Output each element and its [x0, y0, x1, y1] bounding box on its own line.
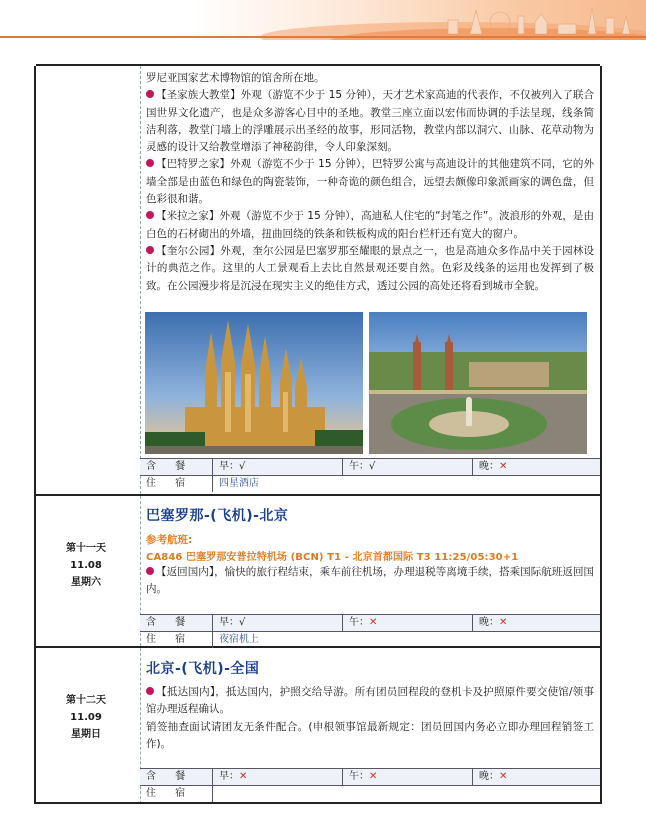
day12-content: [146, 684, 594, 753]
day12-title: 北京-(飞机)-全国: [146, 661, 260, 677]
day-number: 第十一天: [66, 543, 106, 554]
sagrada-familia-photo: [145, 312, 363, 454]
day-weekday: 星期六: [71, 577, 101, 588]
paragraph-text: 【米拉之家】外观（游览不少于 15 分钟），高迪私人住宅的“封笔之作”。波浪形的外观，是由白色的石材砌出的外墙，扭曲回绕的铁条和铁板构成的阳台栏杆还有宽大的窗户。: [146, 210, 594, 240]
bullet-icon: [146, 687, 154, 695]
day10-paragraph-2: [146, 156, 594, 208]
paragraph-text: 【圣家族大教堂】外观（游览不少于 15 分钟），天才艺术家高迪的代表作，不仅被列入了联合国世界文化遗产，也是众多游客心目中的圣地。教堂三座立面以宏伟而协调的手法呈现，线条简洁利落，教堂门墙上的浮雕展示出圣经的故事，形同活物，教堂内部以洞穴、山脉、花草动物为灵感的设计又给教堂增添了神秘韵律，令人印象深刻。: [146, 89, 594, 154]
day12-label: [34, 692, 138, 743]
day-weekday: 星期日: [71, 729, 101, 740]
day-date: 11.09: [70, 712, 102, 723]
paragraph-text: 【返回国内】，愉快的旅行程结束，乘车前往机场，办理退税等离境手续，搭乘国际航班返回国内。: [146, 566, 594, 596]
reference-flight-label: 参考航班:: [146, 534, 193, 546]
cross-icon: ✕: [239, 771, 248, 782]
meals-label: 含 餐: [146, 617, 194, 628]
day10-meals-table: [140, 458, 600, 492]
lunch-cell: [342, 615, 472, 631]
day-number: 第十二天: [66, 695, 106, 706]
bullet-icon: [146, 211, 154, 219]
hotel-row: [140, 631, 600, 648]
cross-icon: ✕: [499, 617, 508, 628]
dinner-prefix: 晚：: [479, 771, 499, 782]
day-date: 11.08: [70, 560, 102, 571]
meals-row: [140, 614, 600, 631]
paragraph-text: 【抵达国内】，抵达国内，护照交给导游。所有团员回程段的登机卡及护照原件要交使馆/领事馆办理返程确认。: [146, 686, 594, 716]
day11-content: [146, 564, 594, 599]
meals-row: [140, 458, 600, 475]
bullet-icon: [146, 90, 154, 98]
table-bottom-border: [36, 802, 600, 804]
hotel-row: [140, 475, 600, 492]
skyline-illustration: [440, 4, 640, 34]
lunch-prefix: 午：: [349, 771, 369, 782]
paragraph-text: 【奎尔公园】外观，奎尔公园是巴塞罗那至耀眼的景点之一，也是高迪众多作品中关于园林设计的典范之作。这里的人工景观看上去比自然景观还要自然。色彩及线条的运用也发挥到了极致。在公园漫步将是沉浸在现实主义的绝佳方式，透过公园的高处还将看到城市全貌。: [146, 244, 594, 292]
header-banner: [0, 0, 646, 40]
meals-row: [140, 768, 600, 785]
breakfast-cell: [212, 769, 342, 785]
column-divider: [140, 66, 141, 494]
hotel-label: 住 宿: [146, 478, 194, 489]
cross-icon: ✕: [499, 461, 508, 472]
day12-paragraph-0: [146, 684, 594, 719]
breakfast-prefix: 早：: [219, 771, 239, 782]
cross-icon: ✕: [499, 771, 508, 782]
cross-icon: ✕: [369, 617, 378, 628]
hotel-value: 夜宿机上: [212, 632, 600, 648]
day-separator: [36, 494, 600, 496]
hotel-value: 四星酒店: [212, 476, 600, 492]
banner-rule: [0, 36, 646, 38]
day12-paragraph-1: [146, 719, 594, 754]
hotel-row: [140, 785, 600, 802]
lunch-prefix: 午：: [349, 617, 369, 628]
dinner-cell: [472, 615, 600, 631]
breakfast-cell: 早：√: [212, 615, 342, 631]
day10-paragraph-4: [146, 243, 594, 295]
hotel-label: 住 宿: [146, 788, 194, 799]
bullet-icon: [146, 159, 154, 167]
dinner-prefix: 晚：: [479, 617, 499, 628]
hotel-label: 住 宿: [146, 634, 194, 645]
meals-label: 含 餐: [146, 461, 194, 472]
dinner-cell: [472, 459, 600, 475]
day12-meals-table: [140, 768, 600, 802]
lunch-cell: [342, 769, 472, 785]
day11-title: 巴塞罗那-(飞机)-北京: [146, 508, 289, 524]
paragraph-text: 销签抽查面试请团友无条件配合。(申根领事馆最新规定：团员回国内务必立即办理回程销签工作)。: [146, 720, 594, 750]
day11-meals-table: [140, 614, 600, 648]
table-top-border: [36, 64, 600, 66]
hotel-value: [212, 786, 600, 802]
meals-label: 含 餐: [146, 771, 194, 782]
paragraph-text: 罗尼亚国家艺术博物馆的馆舍所在地。: [146, 72, 325, 84]
bullet-icon: [146, 567, 154, 575]
flight-info: CA846 巴塞罗那安普拉特机场 (BCN) T1 - 北京首都国际 T3 11:25/05:30+1: [146, 552, 519, 563]
day10-paragraph-1: [146, 87, 594, 156]
day10-paragraph-0: [146, 70, 594, 87]
dinner-prefix: 晚：: [479, 461, 499, 472]
cross-icon: ✕: [369, 771, 378, 782]
day10-content: [146, 70, 594, 295]
lunch-cell: 午：√: [342, 459, 472, 475]
dinner-cell: [472, 769, 600, 785]
placa-espanya-photo: [369, 312, 587, 454]
day10-paragraph-3: [146, 208, 594, 243]
bullet-icon: [146, 246, 154, 254]
day11-paragraph: [146, 564, 594, 599]
paragraph-text: 【巴特罗之家】外观（游览不少于 15 分钟），巴特罗公寓与高迪设计的其他建筑不同，它的外墙全部是由蓝色和绿色的陶瓷装饰，一种奇诡的颜色组合，远望去颇像印象派画家的调色盘，但色彩很和谐。: [146, 158, 594, 206]
breakfast-cell: 早：√: [212, 459, 342, 475]
day11-label: [34, 540, 138, 591]
